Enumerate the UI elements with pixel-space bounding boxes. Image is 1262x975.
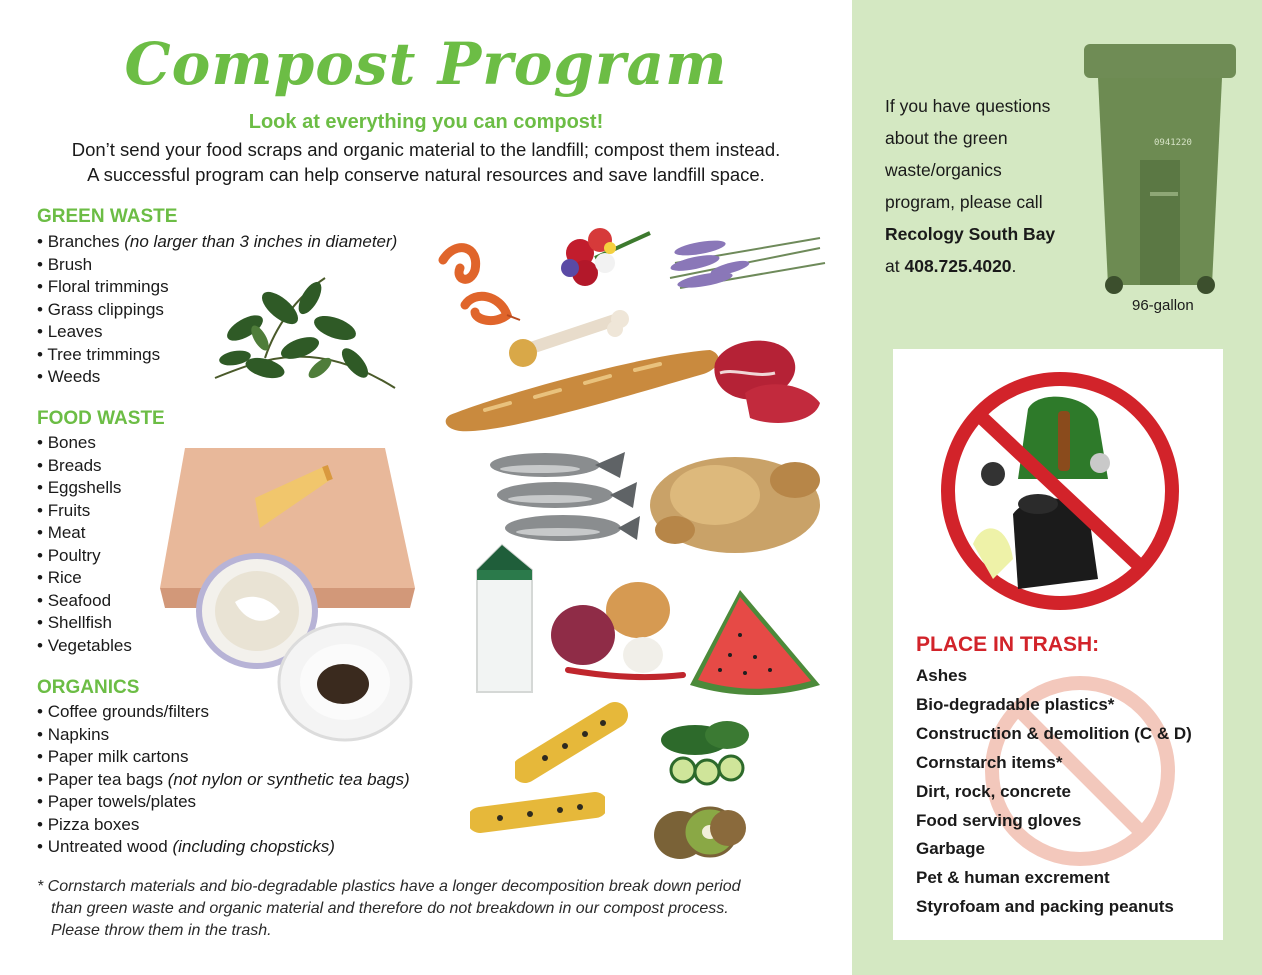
list-item: • Seafood <box>37 590 132 613</box>
bin-serial: 0941220 <box>1154 138 1192 148</box>
list-item: • Weeds <box>37 366 397 389</box>
list-item: Cornstarch items* <box>916 752 1063 772</box>
list-item: • Poultry <box>37 545 132 568</box>
trash-card <box>893 349 1223 940</box>
list-item: Construction & demolition (C & D) <box>916 723 1192 743</box>
leaves-image <box>205 268 410 418</box>
cucumbers-image <box>655 710 755 790</box>
coffee-filter-image <box>275 620 415 745</box>
corn-image-1 <box>515 700 630 785</box>
list-item: • Leaves <box>37 321 397 344</box>
list-item: • Fruits <box>37 500 132 523</box>
phone-number: 408.725.4020 <box>904 256 1012 276</box>
list-item: Food serving gloves <box>916 810 1082 830</box>
corn-image-2 <box>470 785 605 845</box>
list-item: Pet & human excrement <box>916 868 1110 888</box>
page-subtitle: Look at everything you can compost! <box>248 111 604 133</box>
list-item: • Bones <box>37 432 132 455</box>
milk-carton-image <box>472 540 537 695</box>
list-item: • Pizza boxes <box>37 814 410 837</box>
kiwi-image <box>650 800 750 862</box>
watermelon-image <box>685 585 825 700</box>
trash-heading: PLACE IN TRASH: <box>916 633 1100 656</box>
lavender-image <box>660 218 828 300</box>
list-item: • Rice <box>37 567 132 590</box>
list-item: • Breads <box>37 455 132 478</box>
bread-image <box>440 335 725 435</box>
list-item: • Eggshells <box>37 477 132 500</box>
organics-heading: ORGANICS <box>37 677 140 698</box>
bin-size-label: 96-gallon <box>1132 297 1194 314</box>
intro-line-2: A successful program can help conserve natural resources and save landfill space. <box>87 164 765 185</box>
list-item: • Shellfish <box>37 612 132 635</box>
list-item: • Tree trimmings <box>37 344 397 367</box>
contact-and-trash-panel <box>852 0 1262 975</box>
company-name: Recology South Bay <box>885 224 1056 244</box>
list-item: • Coffee grounds/filters <box>37 701 410 724</box>
list-item: • Paper towels/plates <box>37 791 410 814</box>
list-item: • Untreated wood (including chopsticks) <box>37 836 410 859</box>
list-item: • Napkins <box>37 724 410 747</box>
list-item: Bio-degradable plastics* <box>916 694 1115 714</box>
onions-image <box>548 575 688 685</box>
list-item: • Vegetables <box>37 635 132 658</box>
list-item: Styrofoam and packing peanuts <box>916 897 1174 917</box>
fish-image <box>485 440 640 555</box>
no-trash-in-compost-icon <box>938 369 1183 614</box>
food-waste-list <box>37 432 132 657</box>
flowers-image <box>555 218 655 298</box>
list-item: • Grass clippings <box>37 299 397 322</box>
intro-line-1: Don’t send your food scraps and organic material to the landfill; compost them instead. <box>71 139 781 160</box>
green-bin-image <box>1080 40 1240 295</box>
list-item: Dirt, rock, concrete <box>916 781 1071 801</box>
list-item: Ashes <box>916 666 968 685</box>
footnote: * Cornstarch materials and bio-degradable plastics have a longer decomposition break down period than green waste and organic material and therefore do not breakdown in our compost process. Please throw them in the trash. <box>37 878 741 939</box>
list-item: • Paper tea bags (not nylon or synthetic tea bags) <box>37 769 410 792</box>
list-item: • Paper milk cartons <box>37 746 410 769</box>
food-waste-heading: FOOD WASTE <box>37 408 165 429</box>
roast-chicken-image <box>645 435 830 560</box>
list-item: • Meat <box>37 522 132 545</box>
green-waste-heading: GREEN WASTE <box>37 206 178 227</box>
page-title: Compost Program <box>124 30 728 98</box>
list-item: Garbage <box>916 839 985 859</box>
list-item: • Floral trimmings <box>37 276 397 299</box>
meat-image <box>705 333 825 428</box>
contact-info: If you have questions about the green waste/organics program, please call Recology South Bay at 408.725.4020. <box>885 90 1085 282</box>
list-item: • Branches (no larger than 3 inches in diameter) <box>37 231 397 254</box>
trash-list <box>916 662 1192 922</box>
list-item: • Brush <box>37 254 397 277</box>
